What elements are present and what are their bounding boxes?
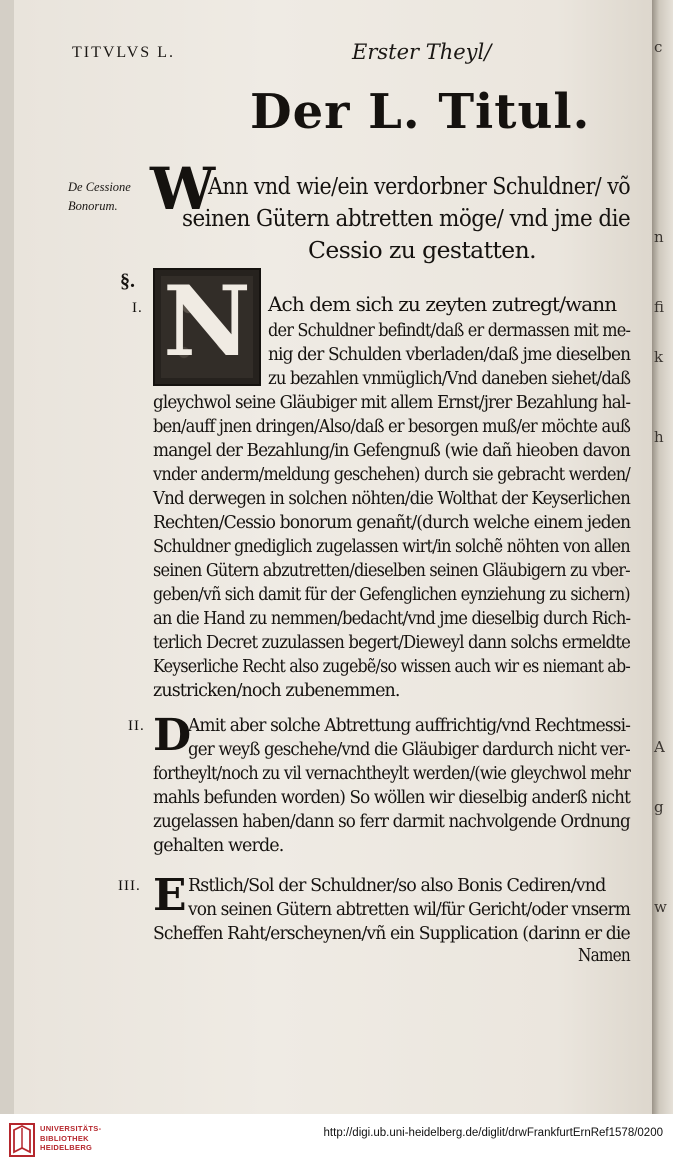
- ornamental-drop-cap: [153, 265, 261, 386]
- library-name-line: BIBLIOTHEK: [40, 1133, 89, 1143]
- text-line: geben/vñ sich damit für der Gefenglichen eynziehung zu sichern): [153, 585, 630, 605]
- margin-note-line: De Cessione: [68, 180, 131, 194]
- text-line: Rechten/Cessio bonorum genañt/(durch welche einem jeden: [153, 513, 631, 533]
- heading-line: Cessio zu gestatten.: [308, 236, 536, 264]
- text-line: nig der Schulden vberladen/daß jme dieselben: [268, 345, 631, 365]
- heading-line: seinen Gütern abtretten möge/ vnd jme die: [182, 204, 631, 232]
- library-name-line: HEIDELBERG: [40, 1143, 93, 1152]
- text-line: zustricken/noch zubenemmen.: [153, 681, 400, 701]
- text-line: Scheffen Raht/erscheynen/vñ ein Supplication (darinn er die: [153, 924, 630, 944]
- text-line: an die Hand zu nemmen/bedacht/vnd jme dieselbig durch Rich-: [153, 609, 631, 629]
- footer-bar: [0, 1114, 673, 1164]
- heading-initial: W: [150, 155, 216, 223]
- facing-page-edge: c n ﬁ k h A g w: [652, 0, 673, 1114]
- text-line: ger weyß geschehe/vnd die Gläubiger dardurch nicht ver-: [188, 740, 630, 760]
- text-line: gehalten werde.: [153, 836, 284, 856]
- university-library-logo: [8, 1122, 36, 1158]
- running-head: [72, 40, 632, 74]
- drop-cap-letter: N: [163, 265, 251, 378]
- text-line: von seinen Gütern abtretten wil/für Gericht/oder vnserm: [188, 900, 630, 920]
- margin-note: [68, 178, 148, 216]
- text-line: zu bezahlen vnmüglich/Vnd daneben siehet/daß: [268, 369, 631, 389]
- paragraph-initial: E: [153, 870, 187, 921]
- library-name: [40, 1124, 101, 1153]
- section-mark: §.: [120, 270, 135, 292]
- text-line: mangel der Bezahlung/in Gefengnuß (wie dañ hieoben davon: [153, 441, 630, 461]
- text-line: zugelassen haben/dann so ferr darmit nachvolgende Ordnung: [153, 812, 630, 832]
- text-line: der Schuldner befindt/daß er dermassen mit me-: [268, 321, 631, 341]
- running-head-left: TITVLVS L.: [72, 44, 175, 61]
- text-line: vnder anderm/meldung geschehen) durch sie gebracht werden/: [153, 465, 630, 485]
- library-name-line: UNIVERSITÄTS-: [40, 1124, 102, 1133]
- text-line: terlich Decret zuzulassen begert/Dieweyl dann solchs ermeldte: [153, 633, 631, 653]
- text-line: Vnd derwegen in solchen nöhten/die Wolthat der Keyserlichen: [153, 489, 631, 509]
- text-line: fortheylt/noch zu vil vernachtheylt werden/(wie gleychwol mehr: [153, 764, 631, 784]
- margin-note-line: Bonorum.: [68, 199, 118, 213]
- text-line: seinen Gütern abzutretten/dieselben seinen Gläubigern zu vber-: [153, 561, 630, 581]
- heading-line: Ann vnd wie/ein verdorbner Schuldner/ võ: [208, 172, 631, 200]
- text-line: Rstlich/Sol der Schuldner/so also Bonis Cediren/vnd: [188, 876, 606, 896]
- book-page: [14, 0, 652, 1114]
- catchword: Namen: [578, 946, 630, 966]
- text-line: Amit aber solche Abtrettung auffrichtig/vnd Rechtmessi-: [188, 716, 631, 736]
- paragraph-number: I.: [132, 300, 143, 316]
- chapter-title: Der L. Titul.: [250, 84, 591, 140]
- running-head-center: Erster Theyl/: [352, 40, 492, 64]
- paragraph-number: II.: [128, 718, 145, 734]
- text-line: gleychwol seine Gläubiger mit allem Ernst/jrer Bezahlung hal-: [153, 393, 631, 413]
- text-line: Ach dem sich zu zeyten zutregt/wann: [268, 292, 617, 316]
- text-line: mahls befunden worden) So wöllen wir dieselbig anderß nicht: [153, 788, 630, 808]
- text-line: ben/auff jnen dringen/Also/daß er besorgen muß/er möchte auß: [153, 417, 631, 437]
- paragraph-number: III.: [118, 878, 141, 894]
- text-line: Keyserliche Recht also zugebẽ/so wissen auch wir es niemant ab-: [153, 657, 630, 677]
- paragraph-initial: D: [153, 710, 192, 761]
- permalink-url[interactable]: http://digi.ub.uni-heidelberg.de/diglit/drwFrankfurtErnRef1578/0200: [323, 1127, 663, 1139]
- text-line: Schuldner gnediglich zugelassen wirt/in solchẽ nöhten von allen: [153, 537, 630, 557]
